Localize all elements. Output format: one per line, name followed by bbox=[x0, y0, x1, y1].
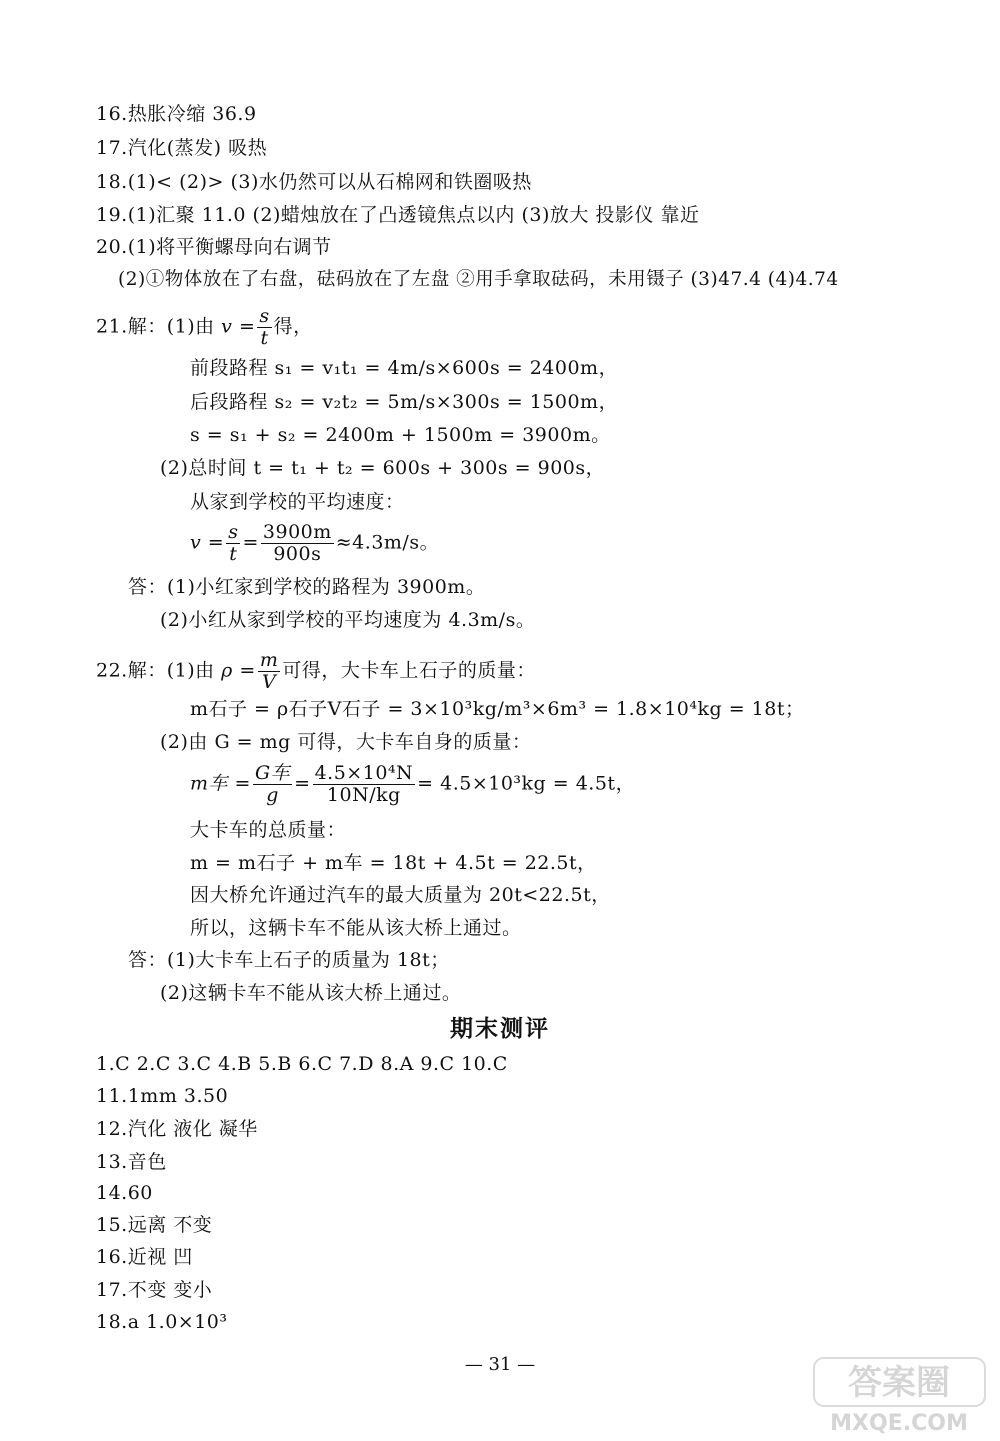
q21-vcalc-tail: ≈4.3m/s。 bbox=[335, 531, 440, 554]
q22-total-label: 大卡车的总质量： bbox=[190, 819, 347, 841]
final-answer-11: 11.1mm 3.50 bbox=[96, 1085, 229, 1107]
q22-intro bbox=[96, 650, 536, 693]
q22-mcar-den1: g bbox=[266, 784, 279, 806]
q22-mcar-den2: 10N/kg bbox=[326, 784, 401, 806]
q21-s1: 前段路程 s₁ = v₁t₁ = 4m/s×600s = 2400m， bbox=[190, 357, 619, 379]
q22-mcar-eq: = bbox=[294, 772, 311, 795]
watermark-logo bbox=[812, 1356, 987, 1436]
final-answers-1-10: 1.C 2.C 3.C 4.B 5.B 6.C 7.D 8.A 9.C 10.C bbox=[96, 1053, 508, 1075]
q22-mcar-frac1 bbox=[253, 763, 292, 806]
q21-vcalc-num1: s bbox=[228, 521, 239, 543]
q21-vcalc-frac1 bbox=[226, 522, 240, 565]
q22-mcar-lhs: m车 = bbox=[190, 772, 251, 795]
section-heading: 期末测评 bbox=[450, 1016, 550, 1042]
q22-mcar-tail: = 4.5×10³kg = 4.5t， bbox=[417, 772, 636, 795]
final-answer-14: 14.60 bbox=[96, 1182, 153, 1204]
q21-vcalc-lhs: v = bbox=[190, 531, 225, 554]
q21-v-fraction bbox=[257, 306, 271, 349]
final-answer-16: 16.近视 凹 bbox=[96, 1246, 193, 1268]
q22-intro-prefix: 22.解：(1)由 bbox=[96, 659, 222, 682]
q21-vcalc-frac2 bbox=[261, 522, 334, 565]
q22-mcar-frac2 bbox=[313, 763, 416, 806]
q22-max-mass: 因大桥允许通过汽车的最大质量为 20t<22.5t， bbox=[190, 884, 611, 906]
answer-16: 16.热胀冷缩 36.9 bbox=[96, 103, 257, 125]
q21-intro bbox=[96, 306, 313, 349]
q21-t-total: (2)总时间 t = t₁ + t₂ = 600s + 300s = 900s， bbox=[160, 457, 606, 479]
answer-19: 19.(1)汇聚 11.0 (2)蜡烛放在了凸透镜焦点以内 (3)放大 投影仪 靠近 bbox=[96, 204, 700, 226]
final-answer-18: 18.a 1.0×10³ bbox=[96, 1311, 228, 1333]
q21-intro-suffix: 得， bbox=[273, 315, 313, 338]
final-answer-12: 12.汽化 液化 凝华 bbox=[96, 1118, 258, 1140]
q21-vcalc-eq: = bbox=[242, 531, 259, 554]
q21-answer-2: (2)小红从家到学校的平均速度为 4.3m/s。 bbox=[160, 609, 536, 631]
q22-answer-1: 答：(1)大卡车上石子的质量为 18t； bbox=[128, 949, 450, 971]
final-answer-17: 17.不变 变小 bbox=[96, 1279, 213, 1301]
q22-stone-mass: m石子 = ρ石子V石子 = 3×10³kg/m³×6m³ = 1.8×10⁴kg = 18t； bbox=[190, 698, 805, 720]
q22-rho-fraction bbox=[258, 650, 281, 693]
q22-mcar-num1: G车 bbox=[254, 762, 291, 784]
q21-vcalc-num2: 3900m bbox=[262, 521, 332, 543]
q21-v-numerator: s bbox=[259, 305, 270, 327]
q22-total-mass: m = m石子 + m车 = 18t + 4.5t = 22.5t， bbox=[190, 852, 597, 874]
q21-s2: 后段路程 s₂ = v₂t₂ = 5m/s×300s = 1500m， bbox=[190, 391, 619, 413]
watermark-text-cn: 答案圈 bbox=[848, 1363, 950, 1403]
q21-v-calc bbox=[190, 522, 439, 565]
q21-v-lhs: v = bbox=[221, 315, 256, 338]
q22-rho-num: m bbox=[259, 649, 279, 671]
final-answer-13: 13.音色 bbox=[96, 1151, 167, 1173]
q21-v-denominator: t bbox=[260, 327, 269, 349]
q22-intro-suffix: 可得，大卡车上石子的质量： bbox=[282, 659, 536, 682]
q22-conclusion: 所以，这辆卡车不能从该大桥上通过。 bbox=[190, 917, 522, 939]
q21-s-total: s = s₁ + s₂ = 2400m + 1500m = 3900m。 bbox=[190, 424, 611, 446]
answer-20-part1: 20.(1)将平衡螺母向右调节 bbox=[96, 236, 332, 258]
q22-rho-lhs: ρ = bbox=[221, 659, 256, 682]
q21-vcalc-den2: 900s bbox=[273, 543, 322, 565]
q22-g-intro: (2)由 G = mg 可得，大卡车自身的质量： bbox=[160, 731, 532, 753]
q22-rho-den: V bbox=[261, 671, 277, 693]
q21-vcalc-den1: t bbox=[229, 543, 238, 565]
q21-answer-1: 答：(1)小红家到学校的路程为 3900m。 bbox=[128, 576, 486, 598]
answer-18: 18.(1)< (2)> (3)水仍然可以从石棉网和铁圈吸热 bbox=[96, 171, 532, 193]
final-answer-15: 15.远离 不变 bbox=[96, 1214, 213, 1236]
q22-car-mass bbox=[190, 763, 635, 806]
answer-17: 17.汽化(蒸发) 吸热 bbox=[96, 137, 268, 159]
watermark-text-url: MXQE.COM bbox=[830, 1411, 968, 1436]
q21-avg-label: 从家到学校的平均速度： bbox=[190, 491, 405, 513]
page-number: — 31 — bbox=[464, 1354, 536, 1375]
q21-intro-prefix: 21.解：(1)由 bbox=[96, 315, 222, 338]
q22-mcar-num2: 4.5×10⁴N bbox=[314, 762, 414, 784]
answer-20-part2: (2)①物体放在了右盘，砝码放在了左盘 ②用手拿取砝码，未用镊子 (3)47.4 (4)4.74 bbox=[118, 269, 839, 290]
q22-answer-2: (2)这辆卡车不能从该大桥上通过。 bbox=[160, 982, 462, 1004]
